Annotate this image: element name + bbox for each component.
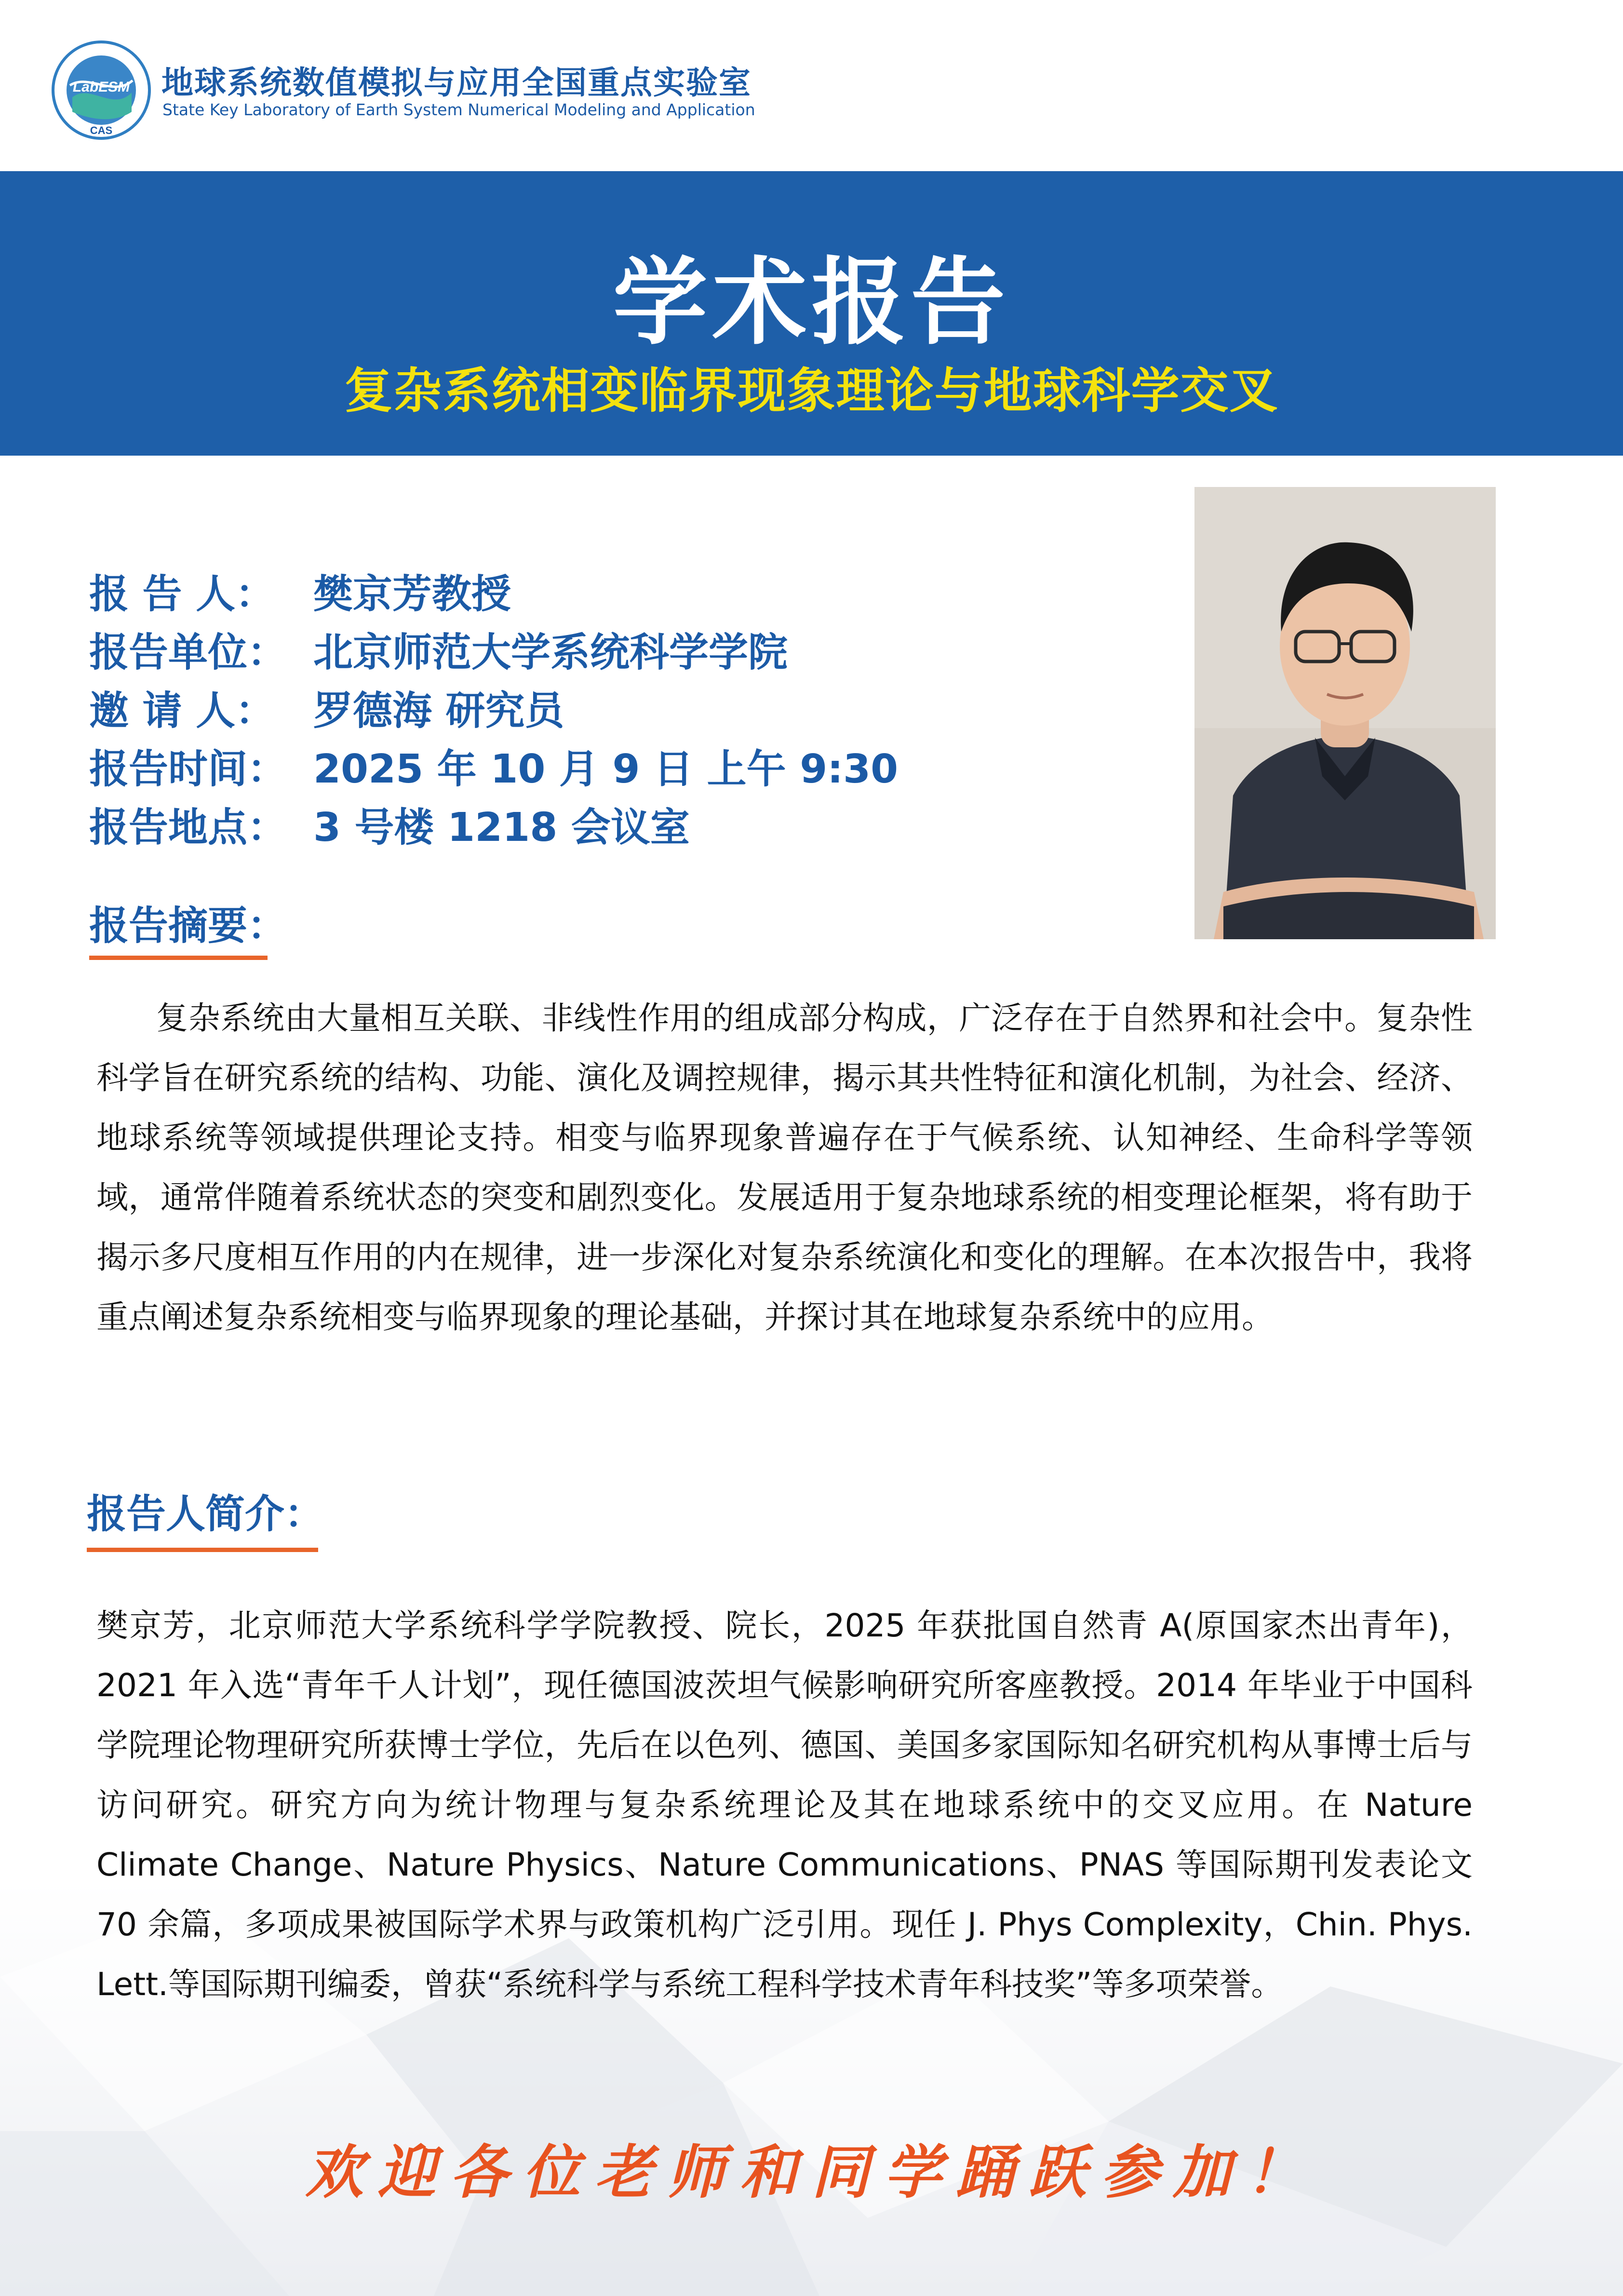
logo-bottom-text: CAS [90, 124, 113, 136]
info-value: 罗德海 研究员 [313, 688, 564, 734]
info-label: 报告地点： [89, 805, 287, 851]
lab-logo [51, 40, 152, 141]
info-value: 3 号楼 1218 会议室 [313, 805, 690, 851]
abstract-text: 复杂系统由大量相互关联、非线性作用的组成部分构成，广泛存在于自然界和社会中。复杂性科学旨在研究系统的结构、功能、演化及调控规律，揭示其共性特征和演化机制，为社会、经济、地球系统等领域提供理论支持。相变与临界现象普遍存在于气候系统、认知神经、生命科学等领域，通常伴随着系统状态的突变和剧烈变化。发展适用于复杂地球系统的相变理论框架，将有助于揭示多尺度相互作用的内在规律，进一步深化对复杂系统演化和变化的理解。在本次报告中，我将重点阐述复杂系统相变与临界现象的理论基础，并探讨其在地球复杂系统中的应用。 [96, 999, 1473, 1336]
info-row-inviter [89, 678, 898, 737]
bio-heading: 报告人简介： [87, 1491, 324, 1537]
logo-text: LabESM [72, 79, 130, 95]
info-label: 报 告 人： [89, 571, 275, 617]
info-label: 邀 请 人： [89, 688, 275, 734]
info-row-location [89, 795, 898, 853]
page-title: 学术报告 [613, 248, 1010, 358]
info-row-affiliation [89, 620, 898, 678]
speaker-photo [1194, 487, 1496, 939]
info-value: 樊京芳教授 [313, 571, 511, 617]
info-label: 报告时间： [89, 746, 287, 792]
welcome-message: 欢迎各位老师和同学踊跃参加！ [305, 2138, 1318, 2206]
info-row-speaker [89, 562, 898, 620]
talk-title: 复杂系统相变临界现象理论与地球科学交叉 [344, 363, 1279, 419]
info-value: 北京师范大学系统科学学院 [313, 630, 788, 675]
info-row-time [89, 737, 898, 795]
lab-name-en: State Key Laboratory of Earth System Numerical Modeling and Application [162, 100, 755, 119]
bio-underline [87, 1548, 318, 1552]
info-label: 报告单位： [89, 630, 287, 675]
lab-name-cn: 地球系统数值模拟与应用全国重点实验室 [161, 64, 751, 101]
bio-text: 樊京芳，北京师范大学系统科学学院教授、院长，2025 年获批国自然青 A(原国家杰出青年)，2021 年入选“青年千人计划”，现任德国波茨坦气候影响研究所客座教授。2014 年毕业于中国科学院理论物理研究所获博士学位，先后在以色列、德国、美国多家国际知名研究机构从事博士后与访问研究。研究方向为统计物理与复杂系统理论及其在地球系统中的交叉应用。在 Nature Climate Change、Nature Physics、Nature Communications、PNAS 等国际期刊发表论文 70 余篇，多项成果被国际学术界与政策机构广泛引用。现任 J. Phys Complexity，Chin. Phys. Lett.等国际期刊编委，曾获“系统科学与系统工程科学技术青年科技奖”等多项荣誉。 [96, 1607, 1473, 2003]
info-value: 2025 年 10 月 9 日 上午 9:30 [313, 746, 899, 792]
talk-info [89, 562, 898, 853]
title-banner [0, 171, 1623, 456]
abstract-heading: 报告摘要： [89, 903, 287, 949]
abstract-underline [89, 956, 268, 960]
